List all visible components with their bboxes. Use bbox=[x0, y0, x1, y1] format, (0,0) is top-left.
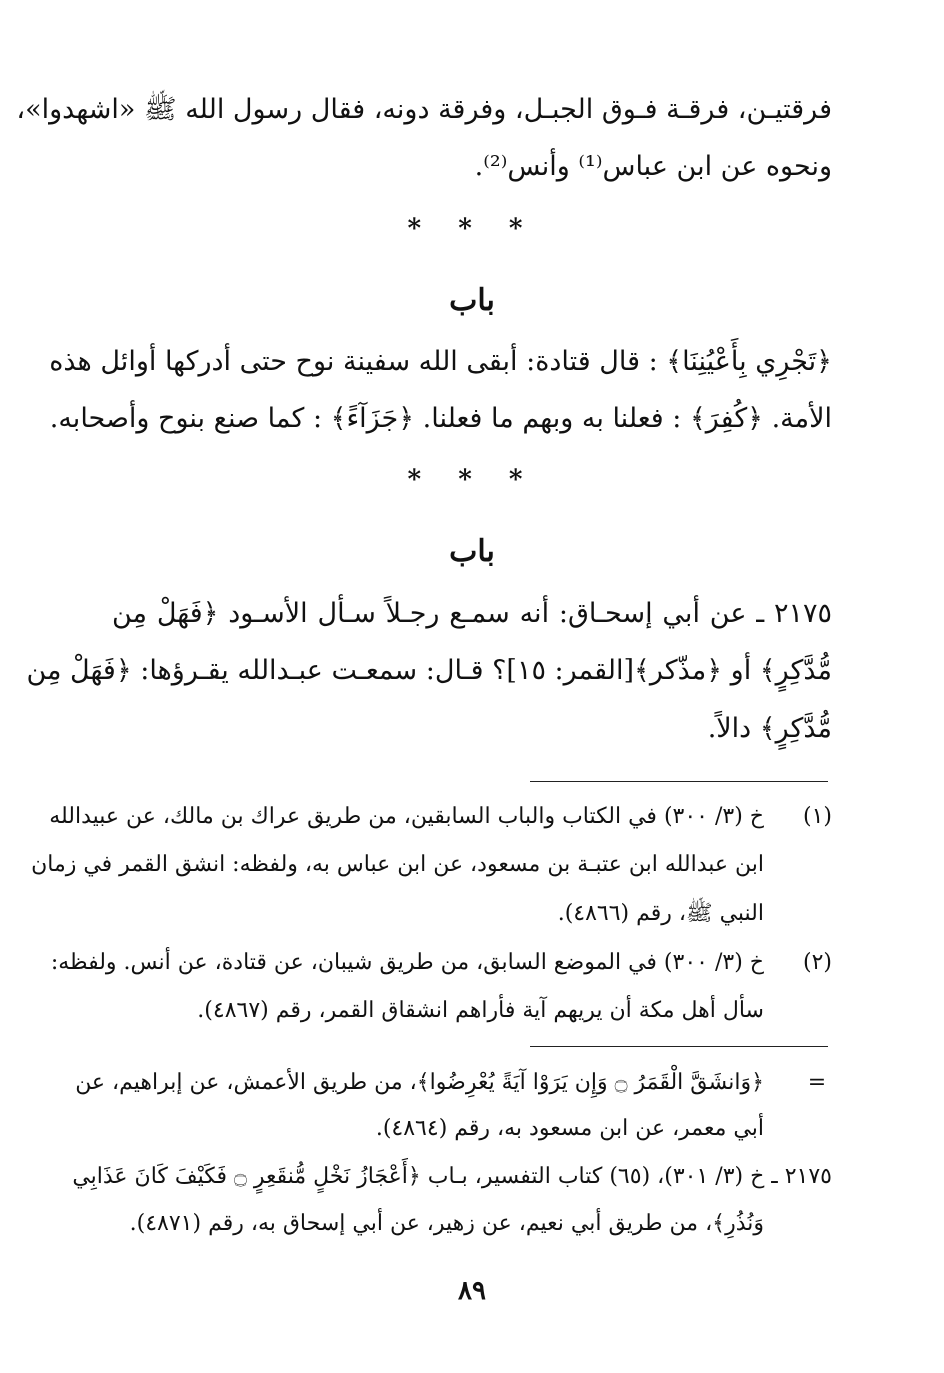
para1-line2: ونحوه عن ابن عباس⁽¹⁾ وأنس⁽²⁾. bbox=[474, 151, 832, 182]
continuation-line1: ﴿وَانشَقَّ الْقَمَرُ ۝ وَإِن يَرَوْا آيَةً يُعْرِضُوا﴾، من طريق الأعمش، عن إبراهيم، عن bbox=[75, 1070, 764, 1095]
footnote2-line2: سأل أهل مكة أن يريهم آية فأراهم انشقاق القمر، رقم (٤٨٦٧). bbox=[197, 998, 764, 1023]
section-separator: * * * bbox=[407, 214, 537, 244]
para2-line2: الأمة. ﴿كُفِرَ﴾ : فعلنا به وبهم ما فعلنا. ﴿جَزَآءً﴾ : كما صنع بنوح وأصحابه. bbox=[49, 403, 832, 434]
section-heading: باب bbox=[449, 534, 495, 569]
hadith-line1: ٢١٧٥ ـ عن أبي إسحـاق: أنه سمـع رجـلاً سـأل الأسـود ﴿فَهَلْ مِن bbox=[112, 598, 832, 629]
page-number: ٨٩ bbox=[458, 1276, 486, 1306]
para1-line1: فرقتيـن، فرقـة فـوق الجبـل، وفرقة دونه، فقال رسول الله ﷺ «اشهدوا»، bbox=[16, 94, 832, 125]
footnote-number: (٢) bbox=[802, 950, 832, 975]
hadith-line2: مُّدَّكِرٍ﴾ أو ﴿مذّكر﴾[القمر: ١٥]؟ قـال: سمعـت عبـدالله يقـرؤها: ﴿فَهَلْ مِن bbox=[26, 655, 832, 686]
continuation-marker: = bbox=[807, 1070, 827, 1095]
footnote1-line2: ابن عبدالله ابن عتبـة بن مسعود، عن ابن عباس به، ولفظه: انشق القمر في زمان bbox=[31, 852, 764, 877]
para2-line1: ﴿تَجْرِي بِأَعْيُنِنَا﴾ : قال قتادة: أبقى الله سفينة نوح حتى أدركها أوائل هذه bbox=[49, 346, 832, 377]
continuation-line3: ٢١٧٥ ـ خ (٣/ ٣٠١)، (٦٥) كتاب التفسير، بـاب ﴿أَعْجَازُ نَخْلٍ مُّنقَعِرٍ ۝ فَكَيْفَ كَانَ عَذَابِي bbox=[72, 1164, 832, 1189]
hadith-line3: مُّدَّكِرٍ﴾ دالاً. bbox=[707, 713, 832, 744]
footnote1-line1: خ (٣/ ٣٠٠) في الكتاب والباب السابقين، من طريق عراك بن مالك، عن عبيدالله bbox=[49, 804, 764, 829]
section-heading: باب bbox=[449, 283, 495, 318]
footnote1-line3: النبي ﷺ، رقم (٤٨٦٦). bbox=[557, 901, 764, 926]
continuation-line4: وَنُذُرِ﴾، من طريق أبي نعيم، عن زهير، عن أبي إسحاق به، رقم (٤٨٧١). bbox=[129, 1211, 764, 1236]
continuation-line2: أبي معمر، عن ابن مسعود به، رقم (٤٨٦٤). bbox=[375, 1116, 764, 1141]
footnote-divider bbox=[530, 781, 828, 782]
footnote-number: (١) bbox=[802, 804, 832, 829]
footnote2-line1: خ (٣/ ٣٠٠) في الموضع السابق، من طريق شيبان، عن قتادة، عن أنس. ولفظه: bbox=[50, 950, 764, 975]
section-separator: * * * bbox=[407, 465, 537, 495]
continuation-divider bbox=[530, 1046, 828, 1047]
